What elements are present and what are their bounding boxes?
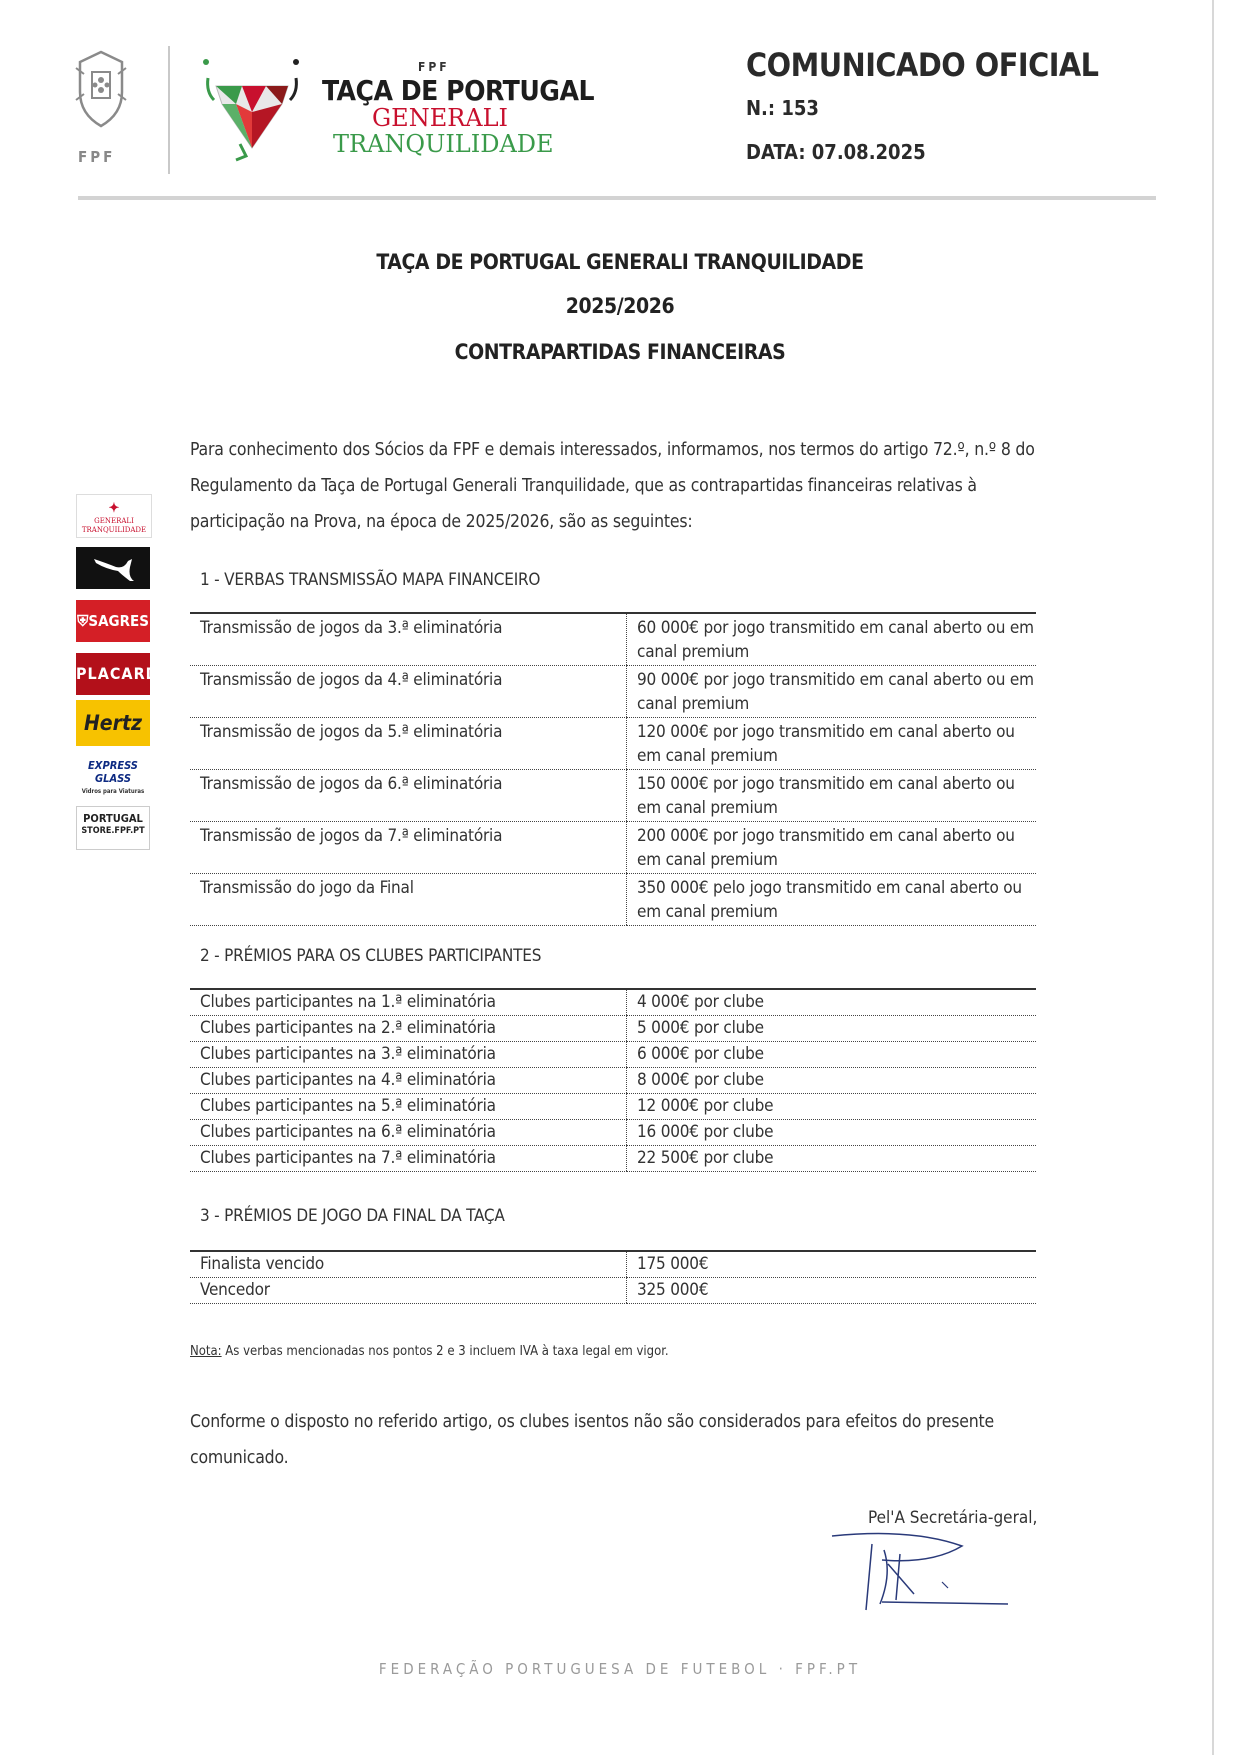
row-item: Clubes participantes na 7.ª eliminatória	[190, 1146, 627, 1172]
row-value: 325 000€	[627, 1278, 1037, 1304]
sponsor-sagres-text: SAGRES	[88, 612, 149, 630]
sponsor-tranquilidade: TRANQUILIDADE	[333, 130, 554, 158]
row-value: 8 000€ por clube	[627, 1068, 1037, 1094]
row-value: 16 000€ por clube	[627, 1120, 1037, 1146]
sponsor-logo-sagres	[76, 600, 150, 642]
table-row	[190, 718, 1036, 770]
table-row	[190, 613, 1036, 666]
fpf-crest-logo	[72, 48, 130, 132]
section-2-heading: 2 - PRÉMIOS PARA OS CLUBES PARTICIPANTES	[200, 946, 542, 966]
header-divider	[168, 46, 170, 174]
sponsor-generali: GENERALI	[372, 104, 509, 132]
table-row	[190, 1094, 1036, 1120]
puma-cat-icon	[76, 547, 150, 589]
row-item: Clubes participantes na 1.ª eliminatória	[190, 989, 627, 1016]
row-value: 150 000€ por jogo transmitido em canal aberto ou em canal premium	[627, 770, 1037, 822]
document-type: COMUNICADO OFICIAL	[746, 46, 1099, 84]
row-item: Vencedor	[190, 1278, 627, 1304]
row-item: Clubes participantes na 2.ª eliminatória	[190, 1016, 627, 1042]
sponsor-logo-portugal-store	[76, 806, 150, 850]
row-item: Transmissão de jogos da 3.ª eliminatória	[190, 613, 627, 666]
sponsor-express-sub: Vidros para Viaturas	[81, 788, 145, 795]
signature-label: Pel'A Secretária-geral,	[868, 1508, 1038, 1528]
row-item: Clubes participantes na 4.ª eliminatória	[190, 1068, 627, 1094]
sponsor-portugal-text: PORTUGAL	[83, 812, 143, 825]
row-item: Clubes participantes na 3.ª eliminatória	[190, 1042, 627, 1068]
club-prizes-table	[190, 988, 1036, 1172]
sagres-shield-icon: ⛨	[77, 612, 89, 630]
row-value: 60 000€ por jogo transmitido em canal aberto ou em canal premium	[627, 613, 1037, 666]
table-row	[190, 822, 1036, 874]
section-3-heading: 3 - PRÉMIOS DE JOGO DA FINAL DA TAÇA	[200, 1206, 505, 1226]
sponsor-generali-text: GENERALI TRANQUILIDADE	[81, 517, 147, 534]
table-row	[190, 666, 1036, 718]
row-item: Transmissão de jogos da 5.ª eliminatória	[190, 718, 627, 770]
row-item: Transmissão de jogos da 7.ª eliminatória	[190, 822, 627, 874]
taca-de-portugal-logo	[196, 52, 308, 164]
sponsor-logo-placard: PLACARD	[76, 653, 150, 695]
header-rule	[78, 196, 1156, 200]
row-value: 6 000€ por clube	[627, 1042, 1037, 1068]
table-row	[190, 989, 1036, 1016]
row-value: 22 500€ por clube	[627, 1146, 1037, 1172]
note-text: As verbas mencionadas nos pontos 2 e 3 incluem IVA à taxa legal em vigor.	[221, 1344, 669, 1359]
document-date: DATA: 07.08.2025	[746, 140, 926, 164]
table-row	[190, 1146, 1036, 1172]
sponsor-logo-hertz: Hertz	[76, 700, 150, 746]
row-value: 4 000€ por clube	[627, 989, 1037, 1016]
row-item: Transmissão de jogos da 6.ª eliminatória	[190, 770, 627, 822]
transmission-table	[190, 612, 1036, 926]
table-row	[190, 1251, 1036, 1278]
fpf-label: FPF	[78, 148, 116, 166]
row-value: 5 000€ por clube	[627, 1016, 1037, 1042]
row-item: Transmissão de jogos da 4.ª eliminatória	[190, 666, 627, 718]
sponsor-store-text: STORE.FPF.PT	[81, 826, 145, 836]
note	[190, 1344, 669, 1359]
row-item: Clubes participantes na 6.ª eliminatória	[190, 1120, 627, 1146]
table-row	[190, 770, 1036, 822]
table-row	[190, 1278, 1036, 1304]
section-1-heading: 1 - VERBAS TRANSMISSÃO MAPA FINANCEIRO	[200, 570, 541, 590]
row-value: 350 000€ pelo jogo transmitido em canal aberto ou em canal premium	[627, 874, 1037, 926]
sponsor-logo-generali: ✦ GENERALI TRANQUILIDADE	[76, 494, 152, 538]
final-prizes-table	[190, 1250, 1036, 1304]
table-row	[190, 1120, 1036, 1146]
table-row	[190, 1042, 1036, 1068]
intro-paragraph: Para conhecimento dos Sócios da FPF e demais interessados, informamos, nos termos do artigo 72.º, n.º 8 do Regulamento da Taça de Portugal Generali Tranquilidade, que as contrapartidas financeiras relativas à participação na Prova, na época de 2025/2026, são as seguintes:	[190, 440, 1035, 532]
table-row	[190, 1068, 1036, 1094]
title-line-1: TAÇA DE PORTUGAL GENERALI TRANQUILIDADE	[376, 250, 864, 274]
closing-paragraph: Conforme o disposto no referido artigo, os clubes isentos não são considerados para efeitos do presente comunicado.	[190, 1412, 994, 1468]
handwritten-signature	[822, 1524, 1022, 1614]
row-item: Transmissão do jogo da Final	[190, 874, 627, 926]
row-value: 200 000€ por jogo transmitido em canal aberto ou em canal premium	[627, 822, 1037, 874]
row-item: Finalista vencido	[190, 1251, 627, 1278]
table-row	[190, 1016, 1036, 1042]
table-row	[190, 874, 1036, 926]
note-label: Nota:	[190, 1344, 222, 1359]
sponsor-logo-puma	[76, 547, 150, 589]
competition-title: TAÇA DE PORTUGAL	[322, 74, 595, 107]
fpf-small-label: FPF	[418, 60, 450, 74]
title-line-3: CONTRAPARTIDAS FINANCEIRAS	[454, 340, 786, 364]
row-value: 120 000€ por jogo transmitido em canal aberto ou em canal premium	[627, 718, 1037, 770]
row-value: 175 000€	[627, 1251, 1037, 1278]
title-line-2: 2025/2026	[565, 294, 675, 318]
row-item: Clubes participantes na 5.ª eliminatória	[190, 1094, 627, 1120]
row-value: 90 000€ por jogo transmitido em canal aberto ou em canal premium	[627, 666, 1037, 718]
sponsor-logo-express-glass	[76, 753, 150, 795]
row-value: 12 000€ por clube	[627, 1094, 1037, 1120]
sponsor-express-text: EXPRESS GLASS	[88, 759, 138, 785]
footer: FEDERAÇÃO PORTUGUESA DE FUTEBOL · FPF.PT	[378, 1660, 862, 1678]
document-number: N.: 153	[746, 96, 819, 120]
